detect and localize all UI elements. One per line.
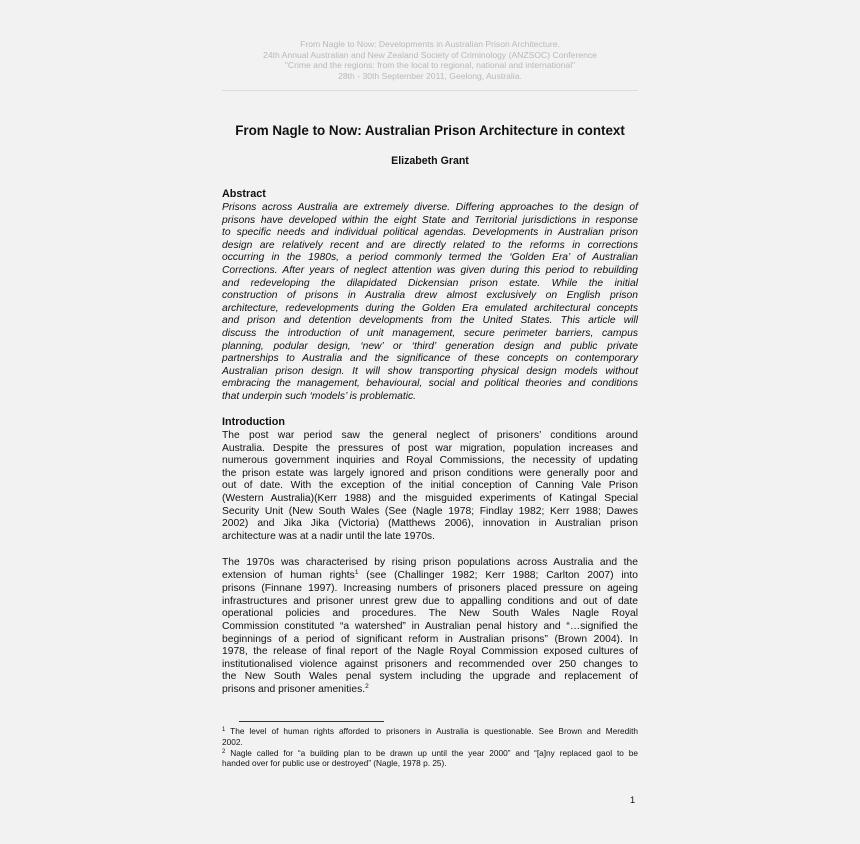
body-line: prisons (Finnane 1997). Increasing numbers of prisoners placed pressure on ageing bbox=[222, 583, 638, 595]
footnote-separator bbox=[239, 721, 384, 722]
footnote-mark: 2 bbox=[222, 748, 226, 755]
footnote-ref-1[interactable]: 1 bbox=[354, 568, 359, 576]
body-line: operational policies and procedures. The New South Wales Nagle Royal bbox=[222, 608, 638, 620]
body-text-fragment: prisons and prisoner amenities. bbox=[222, 683, 366, 695]
abstract-line: and prison and detention developments from the United States. This article will bbox=[222, 315, 638, 327]
body-line: numerous government inquiries and Royal Commissions, the necessity of updating bbox=[222, 455, 638, 467]
footnote-1 bbox=[222, 726, 638, 737]
abstract-line: construction of prisons in Australia drew almost exclusively on English prison bbox=[222, 290, 638, 302]
abstract-line: discuss the introduction of unit management, secure perimeter barriers, campus bbox=[222, 327, 638, 339]
abstract-line: Australian prison design. It will show transporting physical design models without bbox=[222, 365, 638, 377]
author-name: Elizabeth Grant bbox=[391, 155, 469, 167]
body-line: architecture was at a nadir until the late 1970s. bbox=[222, 530, 435, 542]
body-line bbox=[222, 570, 638, 584]
footnote-text: The level of human rights afforded to prisoners in Australia is questionable. See Brown and Meredith bbox=[225, 726, 638, 736]
abstract-line: embracing the management, behavioural, social and political theories and conditions bbox=[222, 378, 638, 390]
abstract-line: Prisons across Australia are extremely diverse. Differing approaches to the design of bbox=[222, 202, 638, 213]
abstract-line: occurring in the 1980s, a period commonly termed the ‘Golden Era’ of Australian bbox=[222, 252, 638, 264]
body-line: 1978, the release of final report of the Nagle Royal Commission exposed cultures of bbox=[222, 646, 638, 658]
body-line: The post war period saw the general neglect of prisoners’ conditions around bbox=[222, 430, 638, 441]
abstract-line: Corrections. After years of neglect attention was given during this period to rebuilding bbox=[222, 264, 638, 276]
introduction-heading: Introduction bbox=[222, 416, 285, 428]
introduction-paragraph-1 bbox=[222, 430, 638, 543]
running-header-line: From Nagle to Now: Developments in Australian Prison Architecture. bbox=[300, 39, 560, 49]
body-line: Australia. Despite the pressures of post war migration, population increases and bbox=[222, 442, 638, 454]
body-line: The 1970s was characterised by rising prison populations across Australia and the bbox=[222, 557, 638, 568]
body-line: infrastructures and prisoner unrest grew due to appalling conditions and out of date bbox=[222, 595, 638, 607]
footnote-mark: 1 bbox=[222, 727, 226, 733]
running-header-line: 28th - 30th September 2011, Geelong, Australia. bbox=[338, 70, 522, 81]
abstract-line: prisons have developed within the eight State and Territorial jurisdictions in response bbox=[222, 214, 638, 226]
running-header bbox=[222, 39, 638, 81]
abstract-line: that underpin such ‘models’ is problematic. bbox=[222, 390, 417, 402]
abstract-heading: Abstract bbox=[222, 188, 266, 200]
body-line: 2002) and Jika Jika (Victoria) (Matthews 2006), innovation in Australian prison bbox=[222, 518, 638, 530]
footnote-text: Nagle called for “a building plan to be drawn up until the year 2000” and “[a]ny replaced gaol to be bbox=[225, 747, 638, 758]
abstract-line: to specific needs and individual political agendas. Developments in Australian prison bbox=[222, 227, 638, 239]
body-line: the New South Wales penal system including the upgrade and replacement of bbox=[222, 671, 638, 683]
abstract-line: and redeveloping the dilapidated Dickensian prison estate. While the initial bbox=[222, 277, 638, 289]
abstract-line: partnerships to Australia and the significance of these concepts on contemporary bbox=[222, 353, 638, 365]
body-line bbox=[222, 684, 638, 698]
header-divider bbox=[222, 90, 638, 91]
body-line: institutionalised violence against prisoners and recommended over 250 changes to bbox=[222, 658, 638, 670]
body-line: Security Unit (New South Wales (See (Nagle 1978; Findlay 1982; Kerr 1988; Dawes bbox=[222, 505, 638, 517]
footnote-2 bbox=[222, 748, 638, 759]
body-line: out of date. With the exception of the initial conception of Canning Vale Prison bbox=[222, 480, 638, 492]
footnote-1-continued: 2002. bbox=[222, 736, 243, 747]
abstract-line: architecture, redevelopments during the Golden Era emulated architectural concepts bbox=[222, 302, 638, 314]
abstract-text bbox=[222, 202, 638, 404]
page-number: 1 bbox=[630, 795, 636, 805]
footnotes bbox=[222, 726, 638, 769]
body-line: (Western Australia)(Kerr 1988) and the misguided experiments of Katingal Special bbox=[222, 492, 638, 504]
footnote-2-continued: handed over for public use or destroyed” (Nagle, 1978 p. 25). bbox=[222, 758, 447, 769]
running-header-line: "Crime and the regions: from the local to regional, national and international" bbox=[284, 60, 576, 71]
running-header-line: 24th Annual Australian and New Zealand Society of Criminology (ANZSOC) Conference bbox=[263, 49, 597, 60]
body-text-fragment: extension of human rights bbox=[222, 569, 355, 581]
footnote-ref-2[interactable]: 2 bbox=[365, 682, 369, 690]
body-line: beginnings of a period of significant reform in Australian prisons” (Brown 2004). In bbox=[222, 633, 638, 645]
body-line: the prison estate was largely ignored and prison conditions were generally poor and bbox=[222, 467, 638, 479]
abstract-line: planning, podular design, ‘new’ or ‘third’ generation design and public private bbox=[222, 340, 638, 352]
abstract-line: design are relatively recent and are directly related to the reforms in corrections bbox=[222, 239, 638, 251]
body-text-fragment: (see (Challinger 1982; Kerr 1988; Carlton 2007) into bbox=[358, 569, 638, 581]
paper-title: From Nagle to Now: Australian Prison Architecture in context bbox=[235, 123, 625, 138]
introduction-paragraph-2 bbox=[222, 557, 638, 698]
body-line: Commission constituted “a watershed” in Australian penal history and “…signified the bbox=[222, 620, 638, 632]
